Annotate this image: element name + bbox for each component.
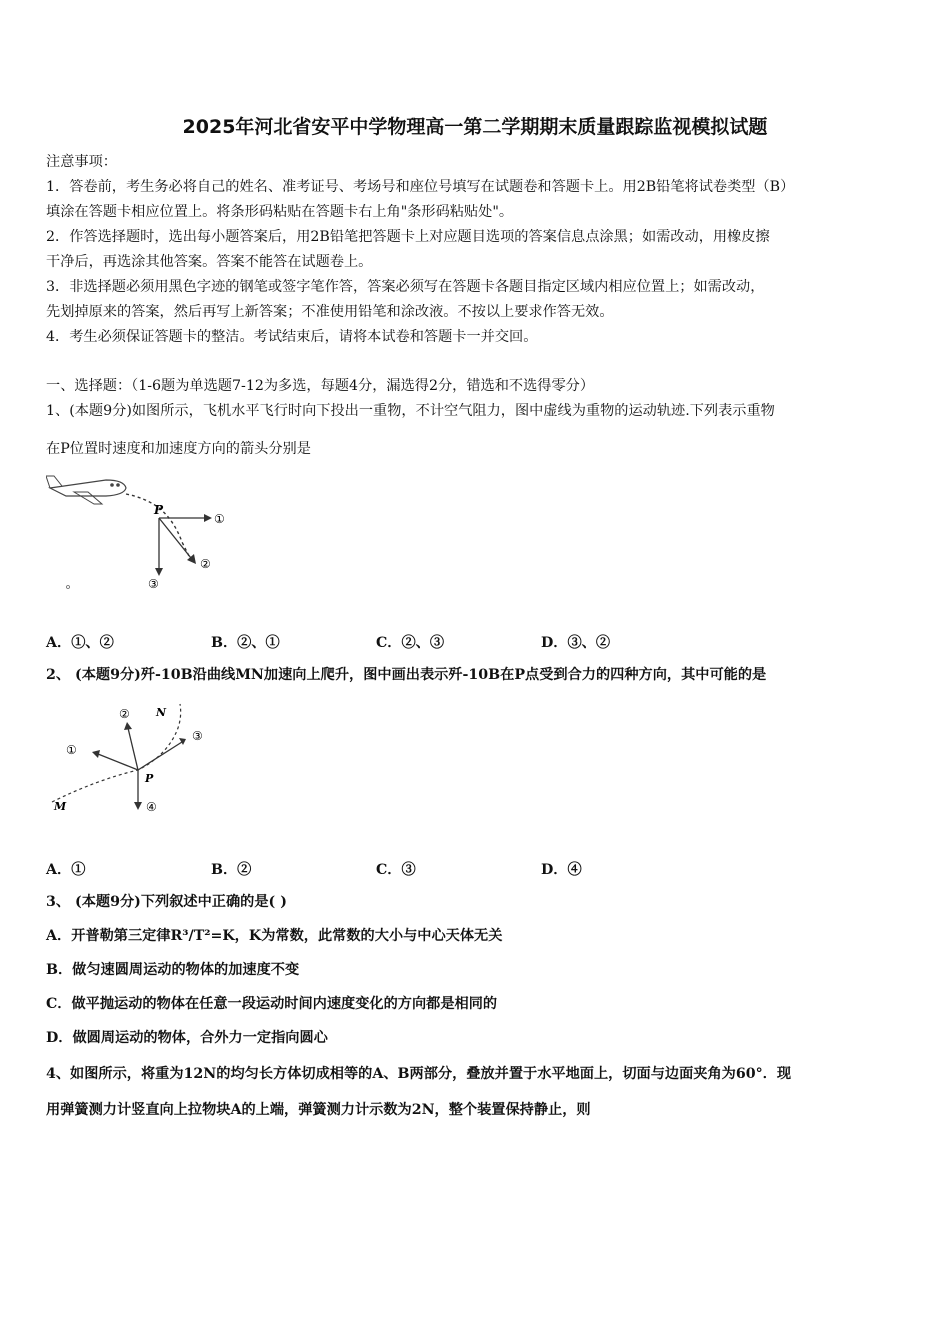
q1-option-c[interactable]: C．②、③ bbox=[376, 635, 445, 651]
q1-stem-line-2: 在P位置时速度和加速度方向的箭头分别是 bbox=[46, 441, 311, 457]
notice-line-3: 2．作答选择题时，选出每小题答案后，用2B铅笔把答题卡上对应题目选项的答案信息点涂黑；如需改动，用橡皮擦 bbox=[46, 229, 770, 245]
force-4-label: ④ bbox=[146, 800, 157, 814]
q3-option-d[interactable]: D．做圆周运动的物体，合外力一定指向圆心 bbox=[46, 1030, 328, 1046]
point-p-label: P bbox=[145, 772, 154, 785]
force-2 bbox=[128, 728, 138, 770]
arrow-2-label: ② bbox=[200, 557, 211, 571]
notice-line-6: 先划掉原来的答案，然后再写上新答案；不准使用铅笔和涂改液。不按以上要求作答无效。 bbox=[46, 304, 614, 320]
notice-heading: 注意事项： bbox=[46, 154, 117, 170]
arrow-3-label: ③ bbox=[148, 577, 159, 591]
q2-stem: 2、 (本题9分)歼-10B沿曲线MN加速向上爬升，图中画出表示歼-10B在P点受到合力的四种方向，其中可能的是 bbox=[46, 667, 767, 683]
arrow-1-label: ① bbox=[214, 512, 225, 526]
airplane-icon bbox=[46, 476, 126, 504]
page-title: 2025年河北省安平中学物理高一第二学期期末质量跟踪监视模拟试题 bbox=[182, 116, 768, 138]
point-n-label: N bbox=[156, 706, 167, 719]
q2-figure bbox=[46, 700, 216, 820]
q1-stem-line-1: 1、(本题9分)如图所示，飞机水平飞行时向下投出一重物，不计空气阻力，图中虚线为重物的运动轨迹.下列表示重物 bbox=[46, 403, 775, 419]
force-1 bbox=[98, 754, 138, 770]
q2-option-a[interactable]: A．① bbox=[46, 862, 86, 878]
q1-option-d[interactable]: D．③、② bbox=[541, 635, 611, 651]
force-2-label: ② bbox=[119, 707, 130, 721]
q4-stem-line-1: 4、如图所示，将重为12N的均匀长方体切成相等的A、B两部分，叠放并置于水平地面上，切面与边面夹角为60°．现 bbox=[46, 1066, 792, 1082]
q4-stem-line-2: 用弹簧测力计竖直向上拉物块A的上端，弹簧测力计示数为2N，整个装置保持静止，则 bbox=[46, 1102, 591, 1118]
force-1-label: ① bbox=[66, 743, 77, 757]
section-heading: 一、选择题：（1-6题为单选题7-12为多选，每题4分，漏选得2分，错选和不选得零分） bbox=[46, 378, 595, 394]
notice-line-7: 4．考生必须保证答题卡的整洁。考试结束后，请将本试卷和答题卡一并交回。 bbox=[46, 329, 538, 345]
q3-option-b[interactable]: B．做匀速圆周运动的物体的加速度不变 bbox=[46, 962, 300, 978]
q3-option-c[interactable]: C．做平抛运动的物体在任意一段运动时间内速度变化的方向都是相同的 bbox=[46, 996, 498, 1012]
notice-line-4: 干净后，再选涂其他答案。答案不能答在试题卷上。 bbox=[46, 254, 373, 270]
q2-option-d[interactable]: D．④ bbox=[541, 862, 582, 878]
notice-line-5: 3．非选择题必须用黑色字迹的钢笔或签字笔作答，答案必须写在答题卡各题目指定区域内相应位置上；如需改动， bbox=[46, 279, 765, 295]
notice-line-1: 1．答卷前，考生务必将自己的姓名、准考证号、考场号和座位号填写在试题卷和答题卡上。用2B铅笔将试卷类型（B） bbox=[46, 179, 795, 195]
point-p-label: P bbox=[154, 503, 164, 517]
notice-line-2: 填涂在答题卡相应位置上。将条形码粘贴在答题卡右上角"条形码粘贴处"。 bbox=[46, 204, 514, 220]
q1-option-a[interactable]: A．①、② bbox=[46, 635, 114, 651]
q3-option-a[interactable]: A．开普勒第三定律R³/T²=K，K为常数，此常数的大小与中心天体无关 bbox=[46, 928, 503, 944]
arrow-2 bbox=[159, 518, 191, 558]
q1-figure bbox=[46, 470, 246, 595]
point-m-label: M bbox=[54, 800, 67, 813]
force-3-label: ③ bbox=[192, 729, 203, 743]
q2-option-b[interactable]: B．② bbox=[211, 862, 252, 878]
force-3 bbox=[138, 742, 182, 770]
q3-stem: 3、 (本题9分)下列叙述中正确的是( ) bbox=[46, 894, 287, 910]
q2-option-c[interactable]: C．③ bbox=[376, 862, 416, 878]
q1-option-b[interactable]: B．②、① bbox=[211, 635, 280, 651]
